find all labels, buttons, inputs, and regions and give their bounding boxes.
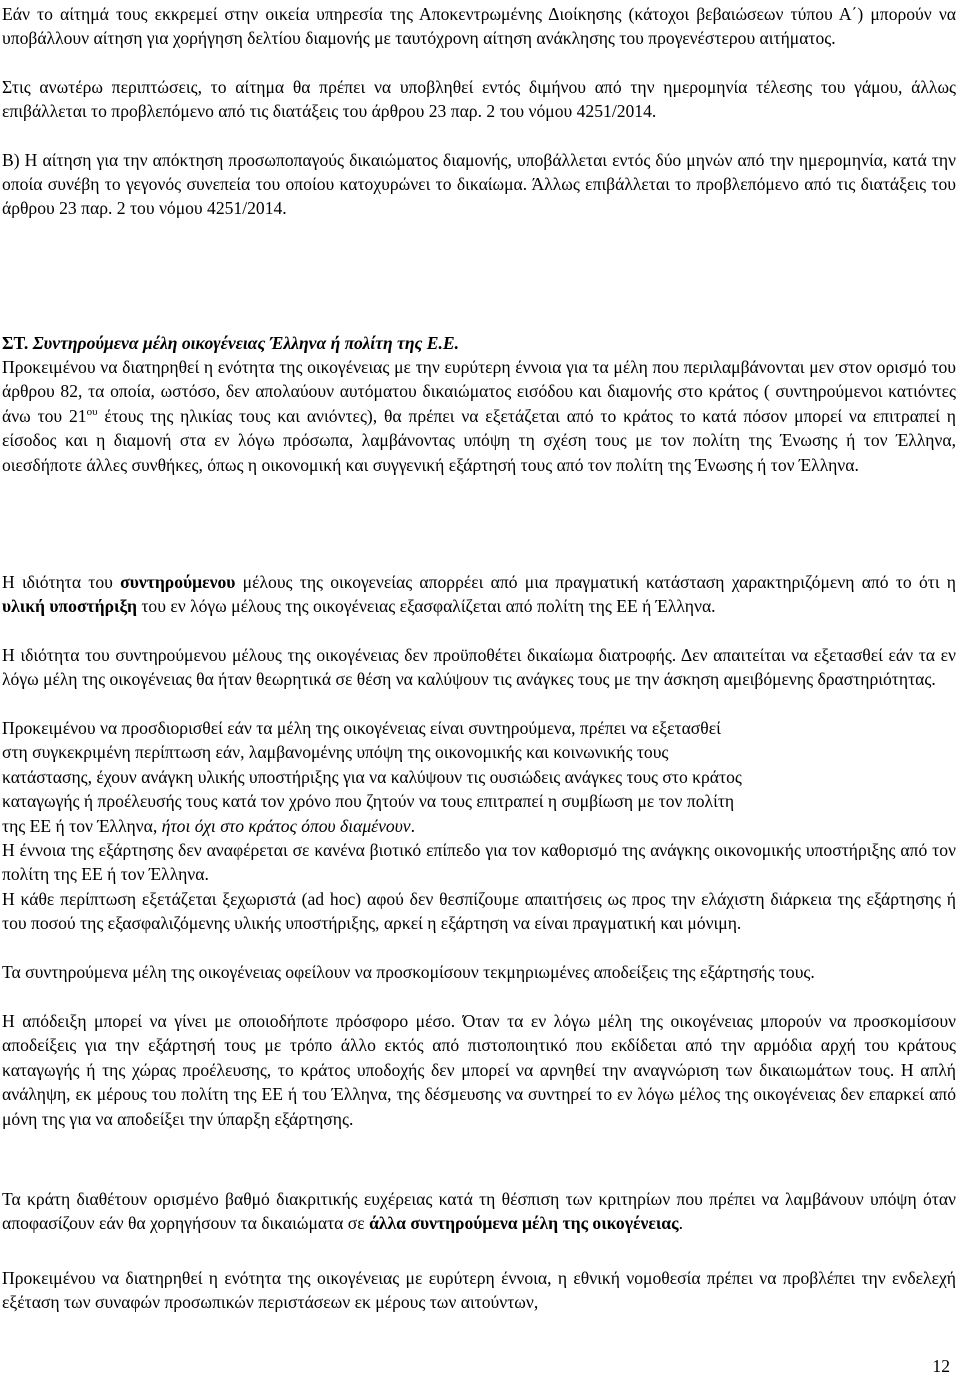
paragraph-states-text-1: Τα κράτη διαθέτουν ορισμένο βαθμό διακριτικής ευχέρειας κατά τη θέσπιση των κριτηρίων που πρέπει να λαμβάνουν υπόψη όταν αποφασίζουν εάν θα χορηγήσουν τα δικαιώματα σε (2, 1189, 956, 1234)
bold-term-material-support: υλική υποστήριξη (2, 596, 137, 617)
section-heading-title: Συντηρούμενα μέλη οικογένειας Έλληνα ή πολίτη της Ε.Ε. (32, 333, 460, 353)
paragraph-unity-text-b: έτους της ηλικίας τους και ανιόντες), θα πρέπει να εξετάζεται από το κράτος το κατά πόσον μπορεί να επιτραπεί η είσοδος και η διαμονή στα εν λόγω πρόσωπα, λαμβάνοντας υπόψη τη σχέση τους με τον πολίτη της Ένωσης ή τον Έλληνα, οιεσδήποτε άλλες συνθήκες, όπως η οικονομική και συγγενική εξάρτησή τους από τον πολίτη της Ένωσης ή τον Έλληνα. (2, 405, 956, 475)
paragraph-proof-text: Η απόδειξη μπορεί να γίνει με οποιοδήποτε πρόσφορο μέσο. Όταν τα εν λόγω μέλη της οικογένειας μπορούν να προσκομίσουν αποδείξεις για την εξάρτησή τους με τρόπο άλλο εκτός από πιστοποιητικό που εκδίδεται από την αρμόδια αρχή του κράτους καταγωγής ή της χώρας προέλευσης, το κράτος υποδοχής δεν μπορεί να αρνηθεί την αναγνώριση των δικαιωμάτων τους. Η απλή ανάληψη, εκ μέρους του πολίτη της ΕΕ ή του Έλληνα, της δέσμευσης να συντηρεί το εν λόγω μέλος της οικογένειας δεν επαρκεί από μόνη της για να αποδείξει την ύπαρξη εξάρτησης. (2, 1011, 956, 1129)
paragraph-determine (0, 716, 960, 838)
paragraph-determine-line-4: καταγωγής ή προέλευσής τους κατά τον χρόνο που ζητούν να τους επιτραπεί η συμβίωση με τον πολίτη (2, 791, 735, 812)
paragraph-proof (0, 1009, 960, 1131)
paragraph-intro (0, 2, 960, 50)
paragraph-final (0, 1266, 960, 1315)
paragraph-docs-text: Τα συντηρούμενα μέλη της οικογένειας οφείλουν να προσκομίσουν τεκμηριωμένες αποδείξεις της εξάρτησής τους. (2, 962, 815, 982)
paragraph-quality-text-1: Η ιδιότητα του (2, 572, 121, 592)
section-heading-prefix: ΣΤ. (2, 333, 29, 353)
paragraph-determine-line-5: της ΕΕ ή τον Έλληνα, (2, 815, 162, 836)
paragraph-deadline (0, 75, 960, 123)
paragraph-determine-line-3: κατάστασης, έχουν ανάγκη υλικής υποστήριξης για να καλύψουν τις ουσιώδεις ανάγκες τους στο κράτος (2, 766, 742, 787)
paragraph-unity (0, 355, 960, 477)
bold-term-other-dependents: άλλα συντηρούμενα μέλη της οικογένειας (369, 1213, 679, 1234)
paragraph-unity-text-a: Προκειμένου να διατηρηθεί η ενότητα της οικογένειας με την ευρύτερη έννοια για τα μέλη που περιλαμβάνονται μεν στον ορισμό του άρθρου 82, τα οποία, ωστόσο, δεν απολαύουν αυτόματου δικαιώματος εισόδου και διαμονής στο κράτος ( συντηρούμενοι κατιόντες άνω του 21 (2, 357, 956, 426)
paragraph-b (0, 148, 960, 221)
italic-phrase: ήτοι όχι στο κράτος όπου διαμένουν (161, 815, 411, 836)
paragraph-quality-text-2: μέλους της οικογενείας απορρέει από μια πραγματική κατάσταση χαρακτηριζόμενη από το ότι η (235, 572, 957, 592)
bold-term-dependent: συντηρούμενου (120, 572, 236, 592)
paragraph-concept-text: Η έννοια της εξάρτησης δεν αναφέρεται σε κανένα βιοτικό επίπεδο για τον καθορισμό της ανάγκης οικονομικής υποστήριξης από τον πολίτη της ΕΕ ή τον Έλληνα. (2, 840, 956, 885)
paragraph-intro-text: Εάν το αίτημά τους εκκρεμεί στην οικεία υπηρεσία της Αποκεντρωμένης Διοίκησης (κάτοχοι βεβαιώσεων τύπου Α΄) μπορούν να υποβάλλουν αίτηση για χορήγηση δελτίου διαμονής με ταυτόχρονη αίτηση ανάκλησης του προγενέστερου αιτήματος. (2, 4, 956, 49)
paragraph-alimony (0, 643, 960, 692)
paragraph-determine-line-1: Προκειμένου να προσδιορισθεί εάν τα μέλη της οικογένειας είναι συντηρούμενα, πρέπει να εξετασθεί (2, 718, 721, 738)
paragraph-determine-line-5-end: . (410, 815, 415, 836)
paragraph-adhoc (0, 887, 960, 936)
section-heading (0, 331, 960, 355)
paragraph-states-text-2: . (678, 1213, 683, 1234)
paragraph-adhoc-text: Η κάθε περίπτωση εξετάζεται ξεχωριστά (ad hoc) αφού δεν θεσπίζουμε απαιτήσεις ως προς την ελάχιστη διάρκεια της εξάρτησης ή του ποσού της εξασφαλιζόμενης υλικής υποστήριξης, αρκεί η εξάρτηση να είναι πραγματική και μόνιμη. (2, 889, 956, 934)
page-number: 12 (932, 1356, 950, 1376)
paragraph-concept (0, 838, 960, 887)
paragraph-quality (0, 570, 960, 619)
paragraph-alimony-text: Η ιδιότητα του συντηρούμενου μέλους της οικογένειας δεν προϋποθέτει δικαίωμα διατροφής. Δεν απαιτείται να εξετασθεί εάν τα εν λόγω μέλη της οικογένειας θα ήταν θεωρητικά σε θέση να καλύψουν τις ανάγκες τους με την άσκηση αμειβόμενης δραστηριότητας. (2, 645, 956, 690)
paragraph-docs (0, 960, 960, 984)
paragraph-final-text: Προκειμένου να διατηρηθεί η ενότητα της οικογένειας με ευρύτερη έννοια, η εθνική νομοθεσία πρέπει να προβλέπει την ενδελεχή εξέταση των συναφών προσωπικών περιστάσεων εκ μέρους των αιτούντων, (2, 1268, 956, 1313)
paragraph-determine-line-2: στη συγκεκριμένη περίπτωση εάν, λαμβανομένης υπόψη της οικονομικής και κοινωνικής τους (2, 742, 669, 763)
ordinal-superscript: ου (86, 405, 98, 418)
paragraph-quality-text-3: του εν λόγω μέλους της οικογένειας εξασφαλίζεται από πολίτη της ΕΕ ή Έλληνα. (136, 596, 716, 617)
paragraph-states (0, 1187, 960, 1236)
paragraph-b-text: Β) Η αίτηση για την απόκτηση προσωποπαγούς δικαιώματος διαμονής, υποβάλλεται εντός δύο μηνών από την ημερομηνία, κατά την οποία συνέβη το γεγονός συνεπεία του οποίου κατοχυρώνει το δικαίωμα. Άλλως επιβάλλεται το προβλεπόμενο από τις διατάξεις του άρθρου 23 παρ. 2 του νόμου 4251/2014. (2, 150, 956, 219)
paragraph-deadline-text: Στις ανωτέρω περιπτώσεις, το αίτημα θα πρέπει να υποβληθεί εντός διμήνου από την ημερομηνία τέλεσης του γάμου, άλλως επιβάλλεται το προβλεπόμενο από τις διατάξεις του άρθρου 23 παρ. 2 του νόμου 4251/2014. (2, 77, 956, 122)
